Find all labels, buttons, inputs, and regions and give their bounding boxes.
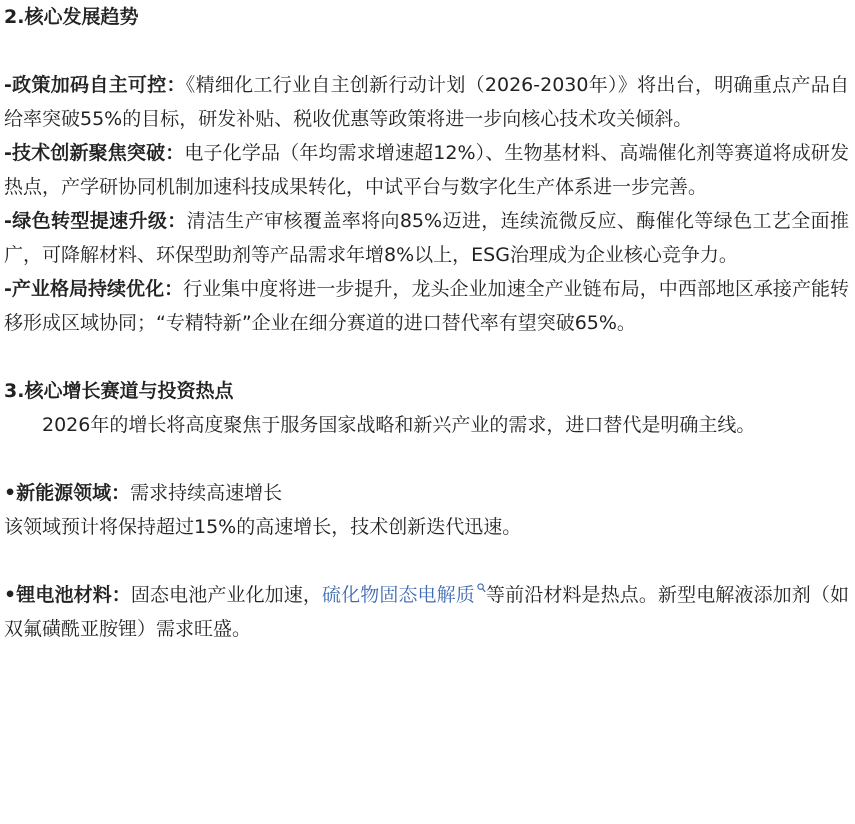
trend-item-text: 电子化学品（年均需求增速超12%）、生物基材料、高端催化剂等赛道将成研发热点，产学研协同机制加速科技成果转化，中试平台与数字化生产体系进一步完善。 <box>4 142 849 198</box>
section-3-title: 3.核心增长赛道与投资热点 <box>4 380 234 402</box>
trend-item-text: 行业集中度将进一步提升，龙头企业加速全产业链布局，中西部地区承接产能转移形成区域协同；“专精特新”企业在细分赛道的进口替代率有望突破65%。 <box>4 278 849 334</box>
section-2-title: 2.核心发展趋势 <box>4 6 139 28</box>
trend-item-lead: -政策加码自主可控： <box>4 74 186 96</box>
battery-lead: •锂电池材料： <box>4 584 131 606</box>
spacer <box>4 544 849 578</box>
trend-item-green <box>4 204 849 272</box>
trend-item-policy <box>4 68 849 136</box>
trend-item-lead: -绿色转型提速升级： <box>4 210 187 232</box>
new-energy-lead: •新能源领域： <box>4 482 131 504</box>
spacer <box>4 34 849 68</box>
trend-item-lead: -技术创新聚焦突破： <box>4 142 185 164</box>
trend-item-lead: -产业格局持续优化： <box>4 278 184 300</box>
sulfide-electrolyte-link[interactable]: 硫化物固态电解质 <box>322 584 475 606</box>
spacer <box>4 340 849 374</box>
battery-text-after: 等前沿材料是热点。新型电解液添加剂（如双氟磺酰亚胺锂）需求旺盛。 <box>4 584 849 640</box>
search-icon[interactable] <box>477 583 486 593</box>
new-energy-text: 需求持续高速增长 <box>130 482 283 504</box>
battery-text-before: 固态电池产业化加速， <box>130 584 323 606</box>
trend-item-text: 清洁生产审核覆盖率将向85%迈进，连续流微反应、酶催化等绿色工艺全面推广，可降解材料、环保型助剂等产品需求年增8%以上，ESG治理成为企业核心竞争力。 <box>4 210 849 266</box>
new-energy-detail: 该领域预计将保持超过15%的高速增长，技术创新迭代迅速。 <box>4 516 522 538</box>
trend-item-structure <box>4 272 849 340</box>
spacer <box>4 442 849 476</box>
new-energy-item <box>4 476 849 510</box>
trend-item-text: 《精细化工行业自主创新行动计划（2026-2030年）》将出台，明确重点产品自给率突破55%的目标，研发补贴、税收优惠等政策将进一步向核心技术攻关倾斜。 <box>4 74 849 130</box>
section-3-intro: 2026年的增长将高度聚焦于服务国家战略和新兴产业的需求，进口替代是明确主线。 <box>42 414 756 436</box>
trend-item-technology <box>4 136 849 204</box>
battery-item <box>4 578 849 646</box>
